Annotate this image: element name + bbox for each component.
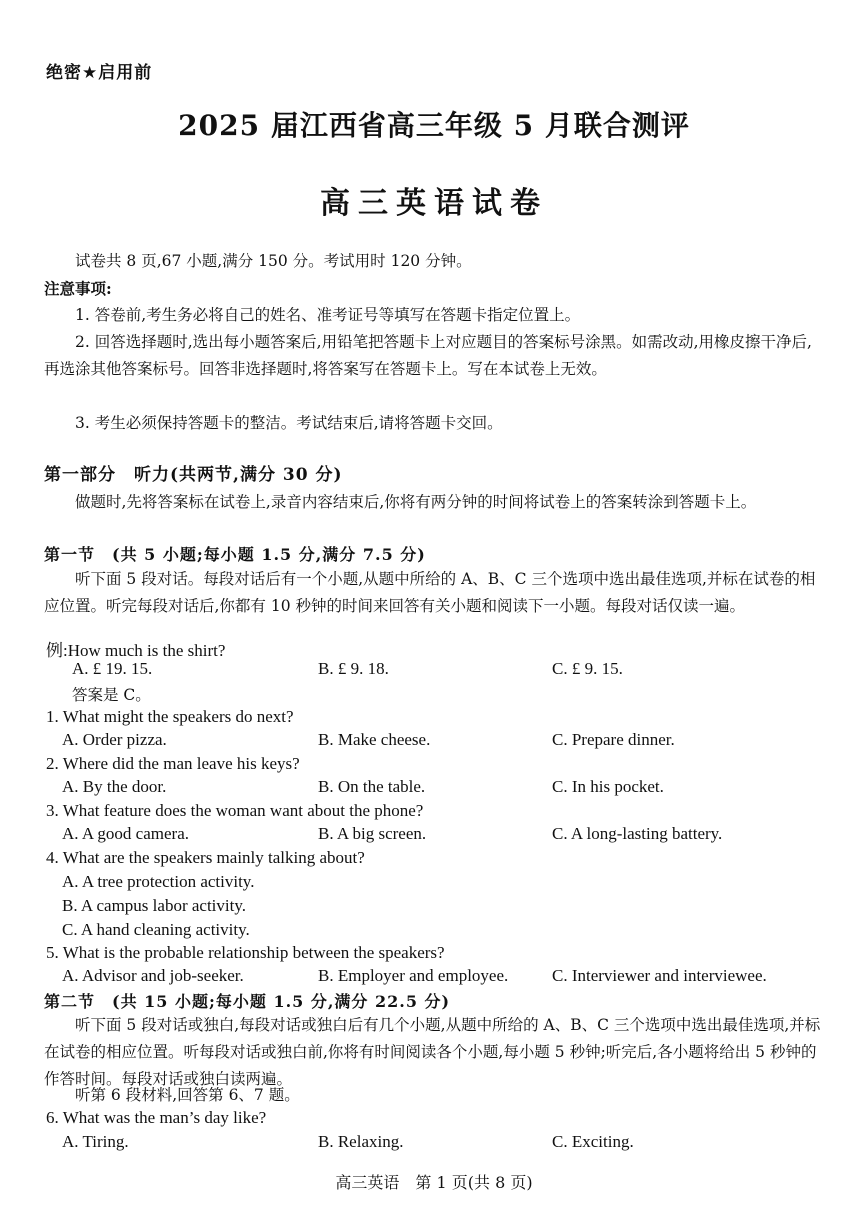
- q5-option-a: A. Advisor and job-seeker.: [62, 966, 244, 985]
- section2-material: 听第 6 段材料,回答第 6、7 题。: [75, 1086, 300, 1104]
- section2-instruction: 听下面 5 段对话或独白,每段对话或独白后有几个小题,从题中所给的 A、B、C 三个选项中选出最佳选项,并标在试卷的相应位置。听每段对话或独白前,你将有时间阅读各个小题,每小题 5 秒钟;听完后,各小题将给出 5 秒钟的作答时间。每段对话或独白读两遍。: [44, 1016, 821, 1088]
- part1-instruction: 做题时,先将答案标在试卷上,录音内容结束后,你将有两分钟的时间将试卷上的答案转涂到答题卡上。: [75, 493, 757, 511]
- part1-heading: 第一部分 听力(共两节,满分 30 分): [44, 465, 343, 485]
- intro-text: 试卷共 8 页,67 小题,满分 150 分。考试用时 120 分钟。: [75, 252, 472, 270]
- notice-item-1: 1. 答卷前,考生务必将自己的姓名、准考证号等填写在答题卡指定位置上。: [75, 306, 581, 324]
- paper-title: 高三英语试卷: [320, 186, 548, 221]
- q6-option-b: B. Relaxing.: [318, 1132, 404, 1151]
- q1-option-b: B. Make cheese.: [318, 730, 431, 749]
- example-option-a: A. £ 19. 15.: [72, 659, 153, 678]
- q4-option-a: A. A tree protection activity.: [62, 872, 255, 891]
- q5-option-c: C. Interviewer and interviewee.: [552, 966, 767, 985]
- q3-option-a: A. A good camera.: [62, 824, 189, 843]
- question-2: 2. Where did the man leave his keys?: [46, 754, 300, 773]
- section2-heading: 第二节 (共 15 小题;每小题 1.5 分,满分 22.5 分): [44, 992, 451, 1011]
- notice-item-3: 3. 考生必须保持答题卡的整洁。考试结束后,请将答题卡交回。: [75, 414, 503, 432]
- q4-option-b: B. A campus labor activity.: [62, 896, 246, 915]
- example-option-b: B. £ 9. 18.: [318, 659, 389, 678]
- notice-item-2: 2. 回答选择题时,选出每小题答案后,用铅笔把答题卡上对应题目的答案标号涂黑。如需改动,用橡皮擦干净后,再选涂其他答案标号。回答非选择题时,将答案写在答题卡上。写在本试卷上无效。: [44, 333, 812, 378]
- question-5: 5. What is the probable relationship between the speakers?: [46, 943, 445, 962]
- q5-option-b: B. Employer and employee.: [318, 966, 509, 985]
- section1-heading: 第一节 (共 5 小题;每小题 1.5 分,满分 7.5 分): [44, 545, 426, 564]
- q1-option-c: C. Prepare dinner.: [552, 730, 675, 749]
- section1-instruction: 听下面 5 段对话。每段对话后有一个小题,从题中所给的 A、B、C 三个选项中选出最佳选项,并标在试卷的相应位置。听完每段对话后,你都有 10 秒钟的时间来回答有关小题和阅读下一小题。每段对话仅读一遍。: [44, 570, 816, 615]
- exam-title: 2025 届江西省高三年级 5 月联合测评: [178, 109, 690, 142]
- q6-option-a: A. Tiring.: [62, 1132, 129, 1151]
- example-question: 例:How much is the shirt?: [46, 641, 226, 660]
- example-answer: 答案是 C。: [72, 686, 151, 704]
- q2-option-a: A. By the door.: [62, 777, 167, 796]
- question-1: 1. What might the speakers do next?: [46, 707, 294, 726]
- q4-option-c: C. A hand cleaning activity.: [62, 920, 250, 939]
- question-3: 3. What feature does the woman want about the phone?: [46, 801, 424, 820]
- page-footer: 高三英语 第 1 页(共 8 页): [335, 1173, 533, 1192]
- question-6: 6. What was the man’s day like?: [46, 1108, 267, 1127]
- q2-option-b: B. On the table.: [318, 777, 426, 796]
- notice-heading: 注意事项:: [44, 279, 112, 298]
- q2-option-c: C. In his pocket.: [552, 777, 664, 796]
- q3-option-b: B. A big screen.: [318, 824, 427, 843]
- question-4: 4. What are the speakers mainly talking about?: [46, 848, 365, 867]
- q6-option-c: C. Exciting.: [552, 1132, 634, 1151]
- q3-option-c: C. A long-lasting battery.: [552, 824, 723, 843]
- q1-option-a: A. Order pizza.: [62, 730, 167, 749]
- secret-mark: 绝密★启用前: [46, 63, 153, 83]
- example-option-c: C. £ 9. 15.: [552, 659, 623, 678]
